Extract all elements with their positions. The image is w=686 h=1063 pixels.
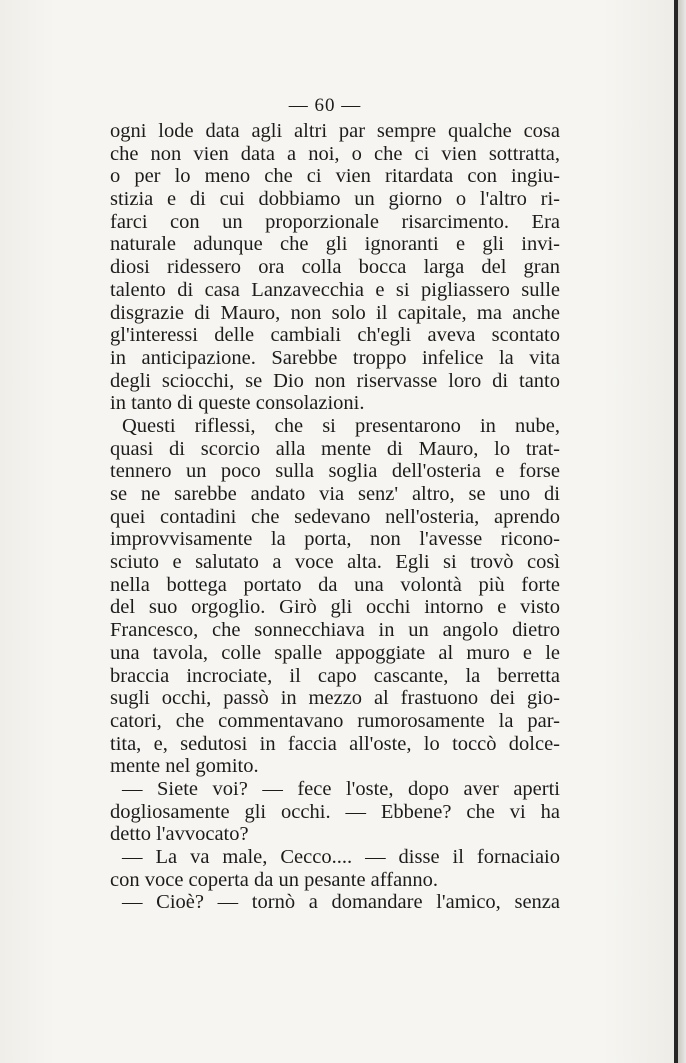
- text-line: Francesco, che sonnecchiava in un angolo dietro: [110, 619, 560, 642]
- text-line: stizia e di cui dobbiamo un giorno o l'altro ri-: [110, 188, 560, 211]
- page-edge-line: [674, 0, 678, 1063]
- text-line: tita, e, sedutosi in faccia all'oste, lo toccò dolce-: [110, 732, 560, 755]
- text-line: disgrazie di Mauro, non solo il capitale, ma anche: [110, 301, 560, 324]
- text-line: che non vien data a noi, o che ci vien sottratta,: [110, 142, 560, 165]
- text-line: talento di casa Lanzavecchia e si pigliassero sulle: [110, 278, 560, 301]
- text-line: tennero un poco sulla soglia dell'osteria e forse: [110, 460, 560, 483]
- text-line: o per lo meno che ci vien ritardata con ingiu-: [110, 165, 560, 188]
- text-line: — La va male, Cecco.... — disse il fornaciaio: [122, 846, 560, 868]
- text-line: sciuto e salutato a voce alta. Egli si trovò così: [110, 551, 560, 574]
- text-line: una tavola, colle spalle appoggiate al muro e le: [110, 641, 560, 664]
- text-line: farci con un proporzionale risarcimento. Era: [110, 210, 560, 233]
- text-line: ogni lode data agli altri par sempre qualche cosa: [110, 120, 560, 142]
- text-line: — Siete voi? — fece l'oste, dopo aver aperti: [122, 777, 560, 800]
- text-line: gl'interessi delle cambiali ch'egli aveva scontato: [110, 324, 560, 347]
- body-text: [110, 120, 560, 914]
- text-line: naturale adunque che gli ignoranti e gli invi-: [110, 233, 560, 256]
- text-line: Questi riflessi, che si presentarono in nube,: [122, 414, 560, 437]
- text-line: se ne sarebbe andato via senz' altro, se uno di: [110, 483, 560, 505]
- text-line: in anticipazione. Sarebbe troppo infelice la vita: [110, 346, 560, 369]
- text-line: catori, che commentavano rumorosamente la par-: [110, 709, 560, 732]
- text-line: degli sciocchi, se Dio non riservasse loro di tanto: [110, 369, 560, 392]
- page-gutter-shadow: [678, 0, 686, 1063]
- text-line: sugli occhi, passò in mezzo al frastuono dei gio-: [110, 687, 560, 710]
- text-line: detto l'avvocato?: [110, 823, 249, 846]
- text-line: — Cioè? — tornò a domandare l'amico, senza: [122, 891, 560, 914]
- text-line: mente nel gomito.: [110, 755, 259, 778]
- text-line: improvvisamente la porta, non l'avesse ricono-: [110, 528, 560, 551]
- text-line: braccia incrociate, il capo cascante, la berretta: [110, 664, 560, 687]
- page-number: — 60 —: [288, 95, 362, 116]
- text-line: quasi di scorcio alla mente di Mauro, lo trat-: [110, 437, 560, 460]
- text-line: in tanto di queste consolazioni.: [110, 392, 365, 415]
- text-line: nella bottega portato da una volontà più forte: [110, 573, 560, 596]
- text-line: del suo orgoglio. Girò gli occhi intorno e visto: [110, 596, 560, 619]
- text-line: quei contadini che sedevano nell'osteria, aprendo: [110, 505, 560, 528]
- text-line: dogliosamente gli occhi. — Ebbene? che vi ha: [110, 800, 560, 823]
- text-line: diosi ridessero ora colla bocca larga del gran: [110, 256, 560, 279]
- text-line: con voce coperta da un pesante affanno.: [110, 868, 439, 891]
